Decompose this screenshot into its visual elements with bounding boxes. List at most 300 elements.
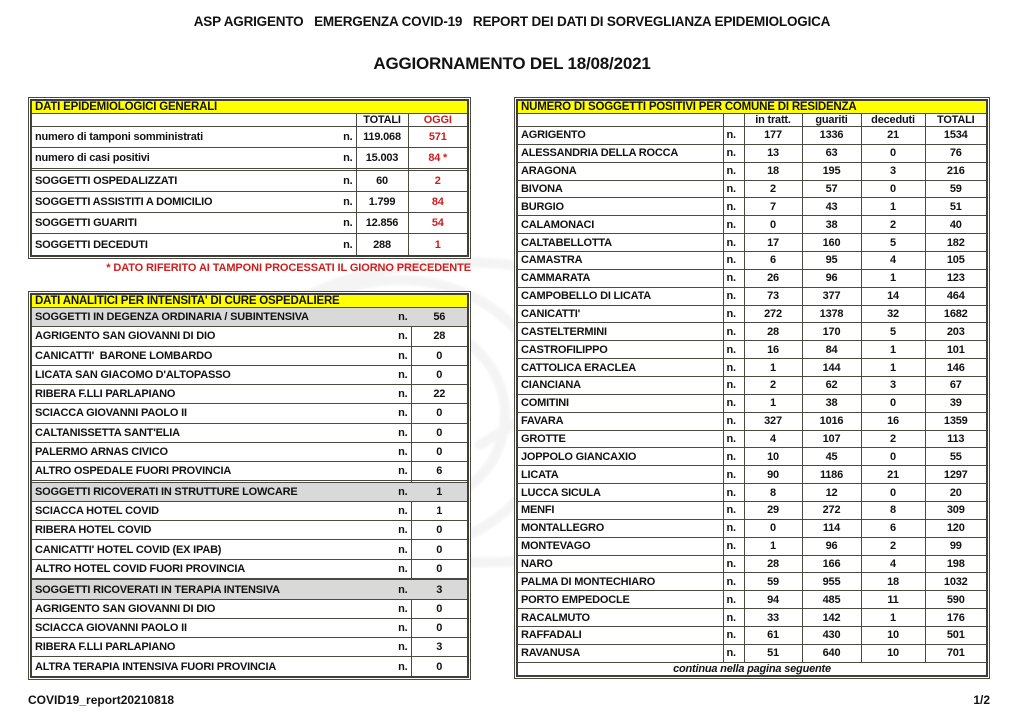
comune-name: MONTEVAGO	[517, 537, 723, 555]
comune-name: PALMA DI MONTECHIARO	[517, 573, 723, 591]
comune-row	[517, 252, 987, 270]
hospital-table-row	[31, 599, 468, 618]
comune-totali: 120	[925, 519, 987, 537]
comune-deceduti: 2	[861, 430, 925, 448]
row-label: RIBERA F.LLI PARLAPIANO	[35, 641, 176, 654]
comune-in-tratt: 6	[744, 252, 802, 270]
comune-guariti: 640	[802, 644, 861, 662]
row-label: SOGGETTI ASSISTITI A DOMICILIO	[35, 196, 213, 209]
row-value: 0	[411, 559, 468, 578]
comune-unit: n.	[723, 359, 744, 377]
comune-deceduti: 8	[861, 502, 925, 520]
comune-in-tratt: 0	[744, 519, 802, 537]
comuni-header-unit-empty	[723, 114, 744, 127]
row-totali-value: 15.003	[356, 148, 408, 169]
comune-in-tratt: 26	[744, 269, 802, 287]
row-value: 1	[411, 482, 468, 501]
comune-totali: 182	[925, 234, 987, 252]
row-label: SCIACCA HOTEL COVID	[35, 505, 159, 518]
comune-totali: 51	[925, 198, 987, 216]
comune-name: CAMASTRA	[517, 252, 723, 270]
comune-row	[517, 216, 987, 234]
row-value: 3	[411, 580, 468, 599]
comune-unit: n.	[723, 127, 744, 145]
comune-name: CANICATTI'	[517, 305, 723, 323]
comune-unit: n.	[723, 555, 744, 573]
row-unit: n.	[398, 562, 408, 575]
row-value: 28	[411, 327, 468, 346]
hospital-table-row	[31, 308, 468, 327]
comune-totali: 1534	[925, 127, 987, 145]
comune-deceduti: 21	[861, 466, 925, 484]
comune-guariti: 84	[802, 341, 861, 359]
comune-totali: 101	[925, 341, 987, 359]
row-oggi-value: 1	[408, 234, 468, 256]
comune-unit: n.	[723, 144, 744, 162]
comune-row	[517, 234, 987, 252]
comune-deceduti: 18	[861, 573, 925, 591]
general-header-totali: TOTALI	[356, 114, 408, 127]
comune-in-tratt: 272	[744, 305, 802, 323]
comune-row	[517, 144, 987, 162]
row-unit: n.	[398, 388, 408, 401]
comune-row	[517, 609, 987, 627]
comune-guariti: 1016	[802, 412, 861, 430]
comuni-table-footer-row	[517, 663, 987, 677]
row-oggi-value: 571	[408, 127, 468, 148]
comune-unit: n.	[723, 591, 744, 609]
comuni-header-deceduti: deceduti	[861, 114, 925, 127]
comune-unit: n.	[723, 430, 744, 448]
row-label: AGRIGENTO SAN GIOVANNI DI DIO	[35, 602, 216, 615]
comune-row	[517, 573, 987, 591]
comune-row	[517, 180, 987, 198]
comune-row	[517, 323, 987, 341]
comune-guariti: 45	[802, 448, 861, 466]
row-value: 6	[411, 462, 468, 481]
row-label: SOGGETTI RICOVERATI IN STRUTTURE LOWCARE	[35, 485, 298, 498]
row-label: SOGGETTI IN DEGENZA ORDINARIA / SUBINTENSIVA	[35, 311, 309, 324]
comune-name: NARO	[517, 555, 723, 573]
hospital-table-title: DATI ANALITICI PER INTENSITA' DI CURE OSPEDALIERE	[31, 294, 468, 308]
comune-guariti: 63	[802, 144, 861, 162]
comune-unit: n.	[723, 644, 744, 662]
comuni-header-in-tratt: in tratt.	[744, 114, 802, 127]
comune-name: RACALMUTO	[517, 609, 723, 627]
comune-name: MENFI	[517, 502, 723, 520]
page-number: 1/2	[973, 693, 990, 707]
comune-deceduti: 1	[861, 198, 925, 216]
comune-deceduti: 2	[861, 537, 925, 555]
comune-totali: 1032	[925, 573, 987, 591]
comune-guariti: 38	[802, 216, 861, 234]
row-unit: n.	[398, 602, 408, 615]
comune-guariti: 12	[802, 484, 861, 502]
hospital-care-table	[28, 291, 471, 680]
row-label: RIBERA HOTEL COVID	[35, 524, 152, 537]
comune-row	[517, 627, 987, 645]
comune-name: FAVARA	[517, 412, 723, 430]
row-value: 3	[411, 638, 468, 657]
comune-in-tratt: 177	[744, 127, 802, 145]
comune-guariti: 38	[802, 394, 861, 412]
comune-name: LUCCA SICULA	[517, 484, 723, 502]
comune-in-tratt: 90	[744, 466, 802, 484]
comune-guariti: 57	[802, 180, 861, 198]
row-value: 0	[411, 618, 468, 637]
comune-deceduti: 4	[861, 555, 925, 573]
comune-row	[517, 341, 987, 359]
comune-name: CASTELTERMINI	[517, 323, 723, 341]
comune-unit: n.	[723, 394, 744, 412]
comune-name: CASTROFILIPPO	[517, 341, 723, 359]
comune-deceduti: 5	[861, 323, 925, 341]
comune-deceduti: 1	[861, 269, 925, 287]
comune-in-tratt: 8	[744, 484, 802, 502]
comune-name: AGRIGENTO	[517, 127, 723, 145]
row-label: PALERMO ARNAS CIVICO	[35, 445, 168, 458]
comune-unit: n.	[723, 216, 744, 234]
comune-totali: 99	[925, 537, 987, 555]
comune-name: CATTOLICA ERACLEA	[517, 359, 723, 377]
comune-totali: 501	[925, 627, 987, 645]
comune-unit: n.	[723, 269, 744, 287]
row-unit: n.	[343, 175, 353, 188]
row-label: ALTRO HOTEL COVID FUORI PROVINCIA	[35, 562, 245, 575]
comune-unit: n.	[723, 484, 744, 502]
comune-totali: 1297	[925, 466, 987, 484]
comune-name: ALESSANDRIA DELLA ROCCA	[517, 144, 723, 162]
row-unit: n.	[398, 543, 408, 556]
row-oggi-value: 2	[408, 170, 468, 191]
comune-row	[517, 127, 987, 145]
comune-deceduti: 5	[861, 234, 925, 252]
comune-name: RAFFADALI	[517, 627, 723, 645]
row-unit: n.	[398, 660, 408, 673]
comune-deceduti: 3	[861, 377, 925, 395]
comune-row	[517, 502, 987, 520]
general-table-row	[31, 213, 468, 234]
row-label: CANICATTI' BARONE LOMBARDO	[35, 349, 213, 362]
row-unit: n.	[343, 131, 353, 144]
comune-unit: n.	[723, 537, 744, 555]
comune-row	[517, 394, 987, 412]
row-unit: n.	[398, 465, 408, 478]
comune-guariti: 95	[802, 252, 861, 270]
comuni-header-totali: TOTALI	[925, 114, 987, 127]
comune-totali: 1682	[925, 305, 987, 323]
comune-row	[517, 287, 987, 305]
comune-in-tratt: 29	[744, 502, 802, 520]
general-header-oggi: OGGI	[408, 114, 468, 127]
row-value: 0	[411, 657, 468, 677]
comune-unit: n.	[723, 609, 744, 627]
comune-in-tratt: 18	[744, 162, 802, 180]
comune-guariti: 1378	[802, 305, 861, 323]
comune-name: CAMPOBELLO DI LICATA	[517, 287, 723, 305]
hospital-table-row	[31, 404, 468, 423]
comune-row	[517, 448, 987, 466]
comune-deceduti: 6	[861, 519, 925, 537]
hospital-table-title-row	[31, 294, 468, 308]
comune-guariti: 142	[802, 609, 861, 627]
row-totali-value: 1.799	[356, 192, 408, 213]
comune-row	[517, 430, 987, 448]
comuni-header-empty	[517, 114, 723, 127]
comune-in-tratt: 51	[744, 644, 802, 662]
row-value: 56	[411, 308, 468, 327]
comune-in-tratt: 33	[744, 609, 802, 627]
comune-unit: n.	[723, 412, 744, 430]
comune-guariti: 62	[802, 377, 861, 395]
comune-guariti: 430	[802, 627, 861, 645]
comune-row	[517, 412, 987, 430]
comune-guariti: 114	[802, 519, 861, 537]
comune-totali: 309	[925, 502, 987, 520]
row-label: ALTRA TERAPIA INTENSIVA FUORI PROVINCIA	[35, 660, 277, 673]
comune-row	[517, 198, 987, 216]
row-label: CALTANISSETTA SANT'ELIA	[35, 426, 180, 439]
comune-deceduti: 10	[861, 627, 925, 645]
comune-name: BIVONA	[517, 180, 723, 198]
comune-deceduti: 32	[861, 305, 925, 323]
row-totali-value: 119.068	[356, 127, 408, 148]
hospital-table-row	[31, 638, 468, 657]
comune-in-tratt: 94	[744, 591, 802, 609]
row-value: 0	[411, 404, 468, 423]
row-label: numero di tamponi somministrati	[35, 131, 203, 144]
row-oggi-value: 54	[408, 213, 468, 234]
comune-totali: 590	[925, 591, 987, 609]
comune-unit: n.	[723, 502, 744, 520]
comune-guariti: 96	[802, 537, 861, 555]
general-table-row	[31, 148, 468, 169]
comune-unit: n.	[723, 519, 744, 537]
comune-guariti: 107	[802, 430, 861, 448]
row-unit: n.	[398, 368, 408, 381]
comune-name: LICATA	[517, 466, 723, 484]
comune-guariti: 144	[802, 359, 861, 377]
general-table-row	[31, 234, 468, 256]
comune-in-tratt: 2	[744, 377, 802, 395]
comune-guariti: 96	[802, 269, 861, 287]
comune-totali: 1359	[925, 412, 987, 430]
general-table-header-row	[31, 114, 468, 127]
document-id: COVID19_report20210818	[28, 693, 175, 707]
comune-name: MONTALLEGRO	[517, 519, 723, 537]
comune-name: CALTABELLOTTA	[517, 234, 723, 252]
comune-name: CIANCIANA	[517, 377, 723, 395]
general-table-title: DATI EPIDEMIOLOGICI GENERALI	[31, 100, 468, 114]
comune-row	[517, 484, 987, 502]
comune-row	[517, 377, 987, 395]
comune-totali: 20	[925, 484, 987, 502]
comune-in-tratt: 13	[744, 144, 802, 162]
row-value: 0	[411, 346, 468, 365]
comune-unit: n.	[723, 323, 744, 341]
hospital-table-row	[31, 365, 468, 384]
row-unit: n.	[343, 196, 353, 209]
comune-name: CALAMONACI	[517, 216, 723, 234]
row-unit: n.	[398, 426, 408, 439]
comune-totali: 39	[925, 394, 987, 412]
comune-name: ARAGONA	[517, 162, 723, 180]
hospital-table-row	[31, 385, 468, 404]
comune-guariti: 43	[802, 198, 861, 216]
comune-totali: 123	[925, 269, 987, 287]
comune-unit: n.	[723, 627, 744, 645]
comune-deceduti: 0	[861, 448, 925, 466]
comune-deceduti: 14	[861, 287, 925, 305]
comune-name: RAVANUSA	[517, 644, 723, 662]
row-label: ALTRO OSPEDALE FUORI PROVINCIA	[35, 465, 232, 478]
comune-in-tratt: 28	[744, 323, 802, 341]
comune-row	[517, 162, 987, 180]
row-value: 0	[411, 599, 468, 618]
comune-deceduti: 0	[861, 484, 925, 502]
comune-unit: n.	[723, 448, 744, 466]
comune-unit: n.	[723, 341, 744, 359]
comune-deceduti: 21	[861, 127, 925, 145]
comune-totali: 464	[925, 287, 987, 305]
comune-deceduti: 0	[861, 394, 925, 412]
comune-totali: 55	[925, 448, 987, 466]
comune-unit: n.	[723, 234, 744, 252]
row-unit: n.	[398, 583, 408, 596]
comuni-table-title: NUMERO DI SOGGETTI POSITIVI PER COMUNE DI RESIDENZA	[517, 100, 987, 114]
comune-guariti: 272	[802, 502, 861, 520]
comune-guariti: 160	[802, 234, 861, 252]
row-unit: n.	[343, 238, 353, 251]
row-label: SCIACCA GIOVANNI PAOLO II	[35, 407, 187, 420]
row-unit: n.	[398, 349, 408, 362]
comune-deceduti: 1	[861, 341, 925, 359]
row-unit: n.	[398, 311, 408, 324]
comune-totali: 701	[925, 644, 987, 662]
report-title: ASP AGRIGENTO EMERGENZA COVID-19 REPORT DEI DATI DI SORVEGLIANZA EPIDEMIOLOGICA	[193, 14, 831, 29]
comune-unit: n.	[723, 252, 744, 270]
general-header-empty	[31, 114, 356, 127]
row-label: SCIACCA GIOVANNI PAOLO II	[35, 622, 187, 635]
comune-row	[517, 359, 987, 377]
comune-guariti: 170	[802, 323, 861, 341]
hospital-table-row	[31, 501, 468, 520]
hospital-table-row	[31, 482, 468, 501]
comune-totali: 203	[925, 323, 987, 341]
row-value: 22	[411, 385, 468, 404]
comune-row	[517, 269, 987, 287]
comune-totali: 113	[925, 430, 987, 448]
comune-in-tratt: 1	[744, 359, 802, 377]
row-value: 0	[411, 442, 468, 461]
comuni-table-title-row	[517, 100, 987, 114]
row-label: LICATA SAN GIACOMO D'ALTOPASSO	[35, 368, 231, 381]
comune-in-tratt: 0	[744, 216, 802, 234]
general-table-title-row	[31, 100, 468, 114]
row-unit: n.	[343, 217, 353, 230]
comune-deceduti: 1	[861, 609, 925, 627]
general-table-row	[31, 192, 468, 213]
comune-deceduti: 0	[861, 180, 925, 198]
hospital-table-row	[31, 521, 468, 540]
comuni-table	[514, 97, 990, 679]
comune-deceduti: 0	[861, 144, 925, 162]
row-totali-value: 288	[356, 234, 408, 256]
comune-guariti: 485	[802, 591, 861, 609]
hospital-table-row	[31, 442, 468, 461]
comuni-table-continue-note: continua nella pagina seguente	[517, 663, 987, 677]
row-unit: n.	[398, 524, 408, 537]
comune-name: COMITINI	[517, 394, 723, 412]
row-unit: n.	[398, 641, 408, 654]
comune-totali: 67	[925, 377, 987, 395]
general-table-row	[31, 170, 468, 191]
row-value: 0	[411, 521, 468, 540]
row-unit: n.	[398, 445, 408, 458]
comune-guariti: 377	[802, 287, 861, 305]
row-label: RIBERA F.LLI PARLAPIANO	[35, 388, 176, 401]
row-value: 1	[411, 501, 468, 520]
report-update-date: AGGIORNAMENTO DEL 18/08/2021	[373, 54, 651, 73]
row-label: SOGGETTI GUARITI	[35, 217, 137, 230]
comune-in-tratt: 1	[744, 394, 802, 412]
row-label: AGRIGENTO SAN GIOVANNI DI DIO	[35, 330, 216, 343]
row-label: SOGGETTI OSPEDALIZZATI	[35, 175, 178, 188]
comune-name: BURGIO	[517, 198, 723, 216]
comune-totali: 105	[925, 252, 987, 270]
comune-totali: 216	[925, 162, 987, 180]
row-label: CANICATTI' HOTEL COVID (EX IPAB)	[35, 543, 222, 556]
comune-row	[517, 519, 987, 537]
comune-in-tratt: 16	[744, 341, 802, 359]
comune-deceduti: 3	[861, 162, 925, 180]
comune-guariti: 1186	[802, 466, 861, 484]
general-data-table	[28, 97, 471, 259]
comune-guariti: 955	[802, 573, 861, 591]
row-label: SOGGETTI DECEDUTI	[35, 238, 148, 251]
hospital-table-row	[31, 618, 468, 637]
comune-in-tratt: 17	[744, 234, 802, 252]
comune-deceduti: 11	[861, 591, 925, 609]
comune-in-tratt: 4	[744, 430, 802, 448]
comune-row	[517, 305, 987, 323]
comune-in-tratt: 28	[744, 555, 802, 573]
row-oggi-value: 84 *	[408, 148, 468, 169]
row-totali-value: 12.856	[356, 213, 408, 234]
comune-totali: 59	[925, 180, 987, 198]
comune-unit: n.	[723, 573, 744, 591]
comune-name: GROTTE	[517, 430, 723, 448]
comune-deceduti: 4	[861, 252, 925, 270]
row-label: SOGGETTI RICOVERATI IN TERAPIA INTENSIVA	[35, 583, 280, 596]
comune-unit: n.	[723, 466, 744, 484]
comune-row	[517, 555, 987, 573]
row-unit: n.	[398, 407, 408, 420]
comune-totali: 40	[925, 216, 987, 234]
comune-row	[517, 644, 987, 662]
comuni-header-guariti: guariti	[802, 114, 861, 127]
tamponi-note: * DATO RIFERITO AI TAMPONI PROCESSATI IL GIORNO PRECEDENTE	[106, 262, 471, 274]
comune-totali: 198	[925, 555, 987, 573]
comune-name: JOPPOLO GIANCAXIO	[517, 448, 723, 466]
comune-in-tratt: 7	[744, 198, 802, 216]
row-value: 0	[411, 365, 468, 384]
comune-in-tratt: 327	[744, 412, 802, 430]
hospital-table-row	[31, 462, 468, 481]
comune-unit: n.	[723, 377, 744, 395]
comune-row	[517, 466, 987, 484]
comune-in-tratt: 10	[744, 448, 802, 466]
